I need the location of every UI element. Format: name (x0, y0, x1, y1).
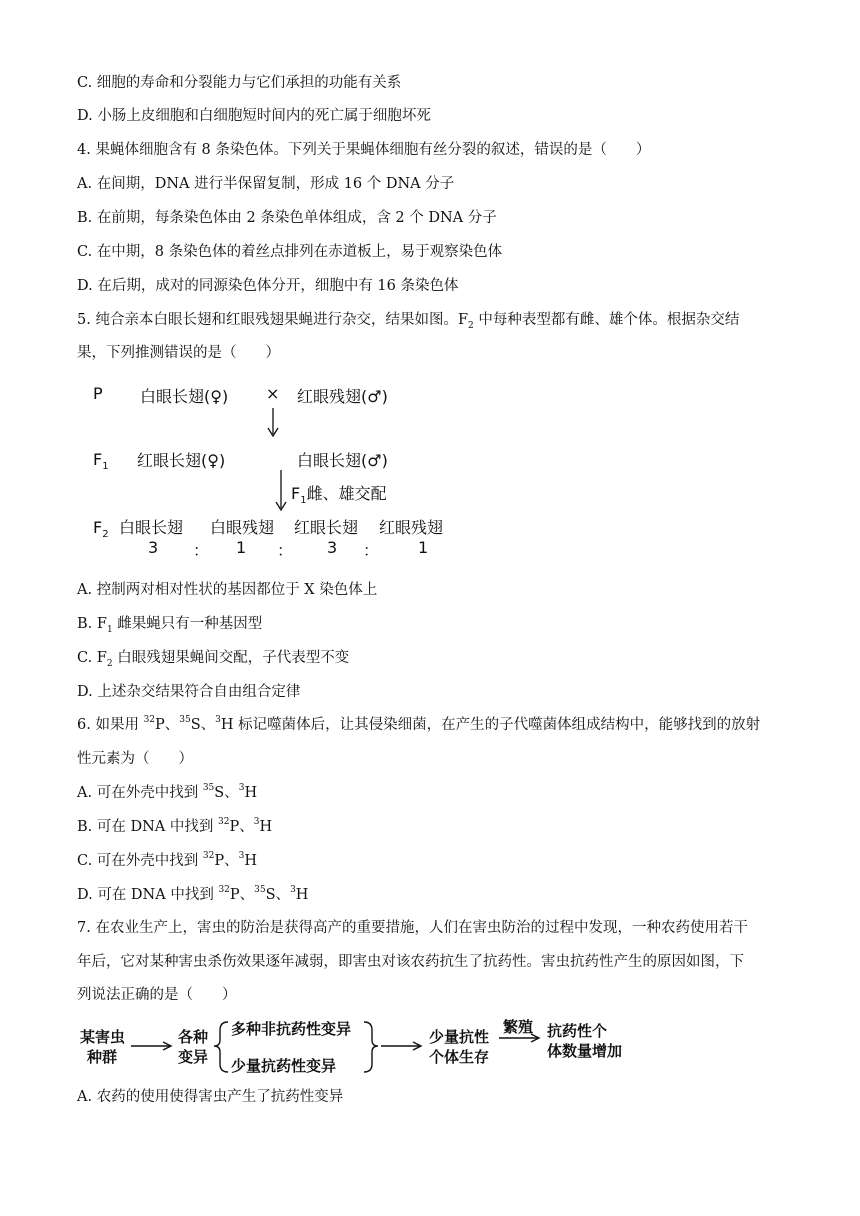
ratio-colon-3: ： (363, 541, 380, 560)
p-to-f1-arrowhead (268, 428, 278, 436)
option-4d: D. 在后期，成对的同源染色体分开，细胞中有 16 条染色体 (77, 278, 459, 294)
question-5-line-2: 果，下列推测错误的是（ ） (77, 345, 280, 361)
option-3c: C. 细胞的寿命和分裂能力与它们承担的功能有关系 (77, 75, 402, 91)
survive-label-1: 少量抗性 (429, 1028, 490, 1046)
arrow-3-head (531, 1034, 539, 1042)
result-label-2: 体数量增加 (547, 1042, 623, 1060)
f1-generation-label: $F_1$ (93, 450, 109, 473)
reproduce-arrow-label: 繁殖 (503, 1018, 534, 1036)
f2-generation-label: $F_2$ (93, 518, 109, 541)
p-male-phenotype: 红眼残翅(♂) (297, 387, 388, 406)
variation-label-1: 各种 (178, 1028, 209, 1046)
question-7-line-1: 7. 在农业生产上，害虫的防治是获得高产的重要措施，人们在害虫防治的过程中发现，一种农药使用若干 (77, 920, 748, 936)
survive-label-2: 个体生存 (429, 1048, 490, 1066)
cross-symbol: × (266, 384, 280, 403)
option-4b: B. 在前期，每条染色体由 2 条染色单体组成，含 2 个 DNA 分子 (77, 210, 497, 226)
option-5a: A. 控制两对相对性状的基因都位于 X 染色体上 (77, 582, 378, 598)
start-label-2: 种群 (87, 1048, 118, 1066)
question-4: 4. 果蝇体细胞含有 8 条染色体。下列关于果蝇体细胞有丝分裂的叙述，错误的是（ ） (77, 142, 651, 158)
option-7a: A. 农药的使用使得害虫产生了抗药性变异 (77, 1089, 344, 1105)
f2-phenotype-3: 红眼长翅 (294, 518, 359, 537)
branch-non-resistant: 多种非抗药性变异 (231, 1020, 352, 1038)
variation-label-2: 变异 (178, 1048, 209, 1066)
f2-phenotype-1: 白眼长翅 (119, 518, 184, 537)
branch-resistant: 少量抗药性变异 (231, 1057, 337, 1075)
f2-phenotype-4: 红眼残翅 (379, 518, 444, 537)
option-6a: A. 可在外壳中找到 $^{35}$S、$^3$H (77, 783, 258, 801)
ratio-3: 3 (327, 538, 338, 557)
left-brace (214, 1022, 228, 1072)
arrow-2-head (413, 1042, 421, 1050)
option-4c: C. 在中期，8 条染色体的着丝点排列在赤道板上，易于观察染色体 (77, 244, 503, 260)
option-5c: C. $F_2$ 白眼残翅果蝇间交配，子代表型不变 (77, 650, 350, 669)
question-6-line-2: 性元素为（ ） (77, 751, 193, 767)
ratio-2: 1 (236, 538, 247, 557)
f1-to-f2-arrowhead (276, 502, 286, 510)
question-7-line-3: 列说法正确的是（ ） (77, 987, 237, 1003)
ratio-4: 1 (418, 538, 429, 557)
ratio-1: 3 (148, 538, 159, 557)
f2-phenotype-2: 白眼残翅 (210, 518, 275, 537)
question-5-line-1: 5. 纯合亲本白眼长翅和红眼残翅果蝇进行杂交，结果如图。$F_2$ 中每种表型都有雌、雄个体。根据杂交结 (77, 312, 740, 331)
option-4a: A. 在间期，DNA 进行半保留复制，形成 16 个 DNA 分子 (77, 176, 455, 192)
p-female-phenotype: 白眼长翅(♀) (140, 387, 229, 406)
arrow-1-head (163, 1042, 171, 1050)
ratio-colon-2: ： (277, 541, 294, 560)
right-brace (364, 1022, 378, 1072)
result-label-1: 抗药性个 (547, 1022, 608, 1040)
start-label-1: 某害虫 (80, 1028, 126, 1046)
f1-male-phenotype: 白眼长翅(♂) (297, 451, 388, 470)
f1-mating-label: $F_1$雌、雄交配 (291, 484, 387, 507)
option-6d: D. 可在 DNA 中找到 $^{32}$P、$^{35}$S、$^3$H (77, 885, 309, 903)
option-6b: B. 可在 DNA 中找到 $^{32}$P、$^3$H (77, 817, 273, 835)
question-7-line-2: 年后，它对某种害虫杀伤效果逐年减弱，即害虫对该农药抗生了抗药性。害虫抗药性产生的原因如图，下 (77, 954, 744, 970)
f1-female-phenotype: 红眼长翅(♀) (137, 451, 226, 470)
question-6-line-1: 6. 如果用 $^{32}$P、$^{35}$S、$^3$H 标记噬菌体后，让其侵染细菌，在产生的子代噬菌体组成结构中，能够找到的放射 (77, 715, 761, 733)
ratio-colon-1: ： (193, 541, 210, 560)
option-5d: D. 上述杂交结果符合自由组合定律 (77, 684, 301, 700)
p-generation-label: P (93, 384, 103, 403)
option-6c: C. 可在外壳中找到 $^{32}$P、$^3$H (77, 851, 258, 869)
option-5b: B. $F_1$ 雌果蝇只有一种基因型 (77, 616, 263, 635)
option-3d: D. 小肠上皮细胞和白细胞短时间内的死亡属于细胞坏死 (77, 108, 431, 124)
